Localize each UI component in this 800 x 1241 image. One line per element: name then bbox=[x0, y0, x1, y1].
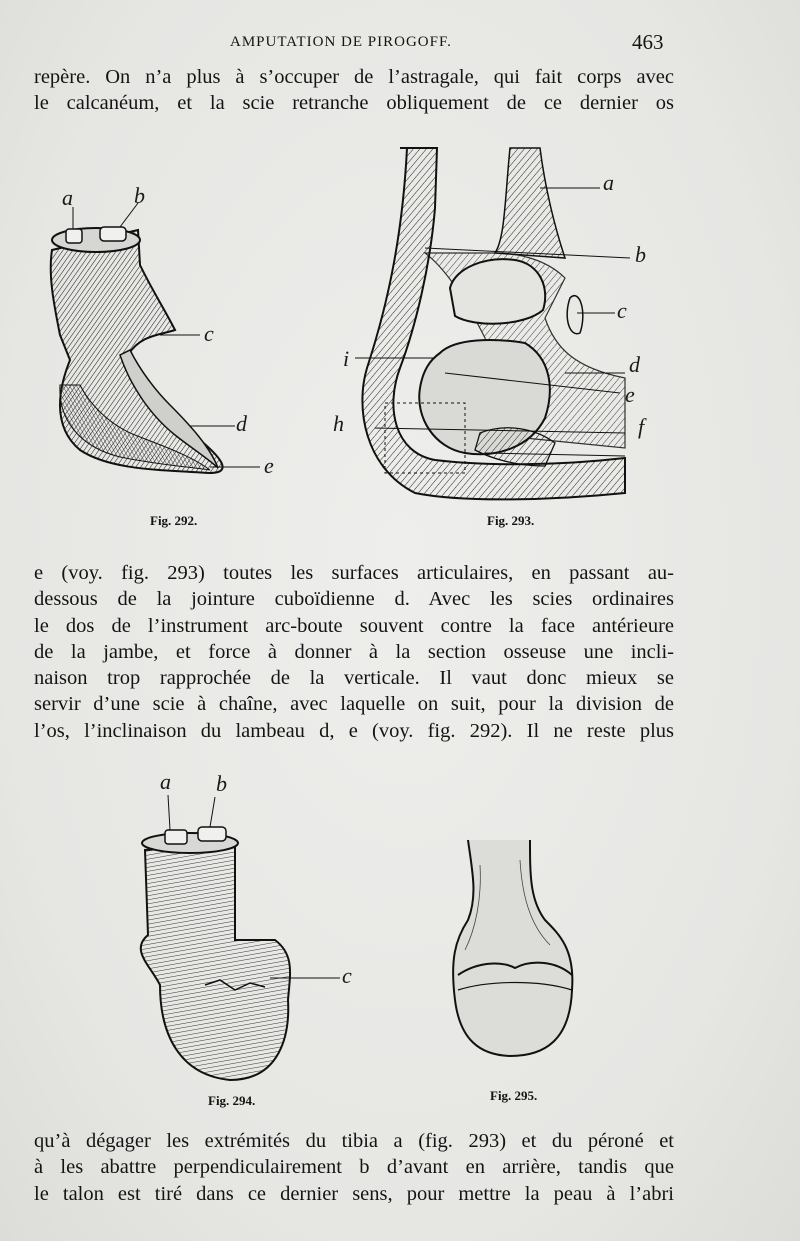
text-line: le talon est tiré dans ce dernier sens, pour mettre la peau à l’abri bbox=[34, 1182, 674, 1205]
fig292-label-a: a bbox=[62, 185, 73, 210]
paragraph-top bbox=[34, 64, 674, 117]
fig293-label-h: h bbox=[333, 411, 344, 436]
fig292-label-b: b bbox=[134, 183, 145, 208]
text-line: dessous de la jointure cuboïdienne d. Avec les scies ordinaires bbox=[34, 588, 674, 611]
fig292-label-e: e bbox=[264, 453, 274, 478]
text-line: naison trop rapprochée de la verticale. Il vaut donc mieux se bbox=[34, 667, 674, 690]
fig293-label-d: d bbox=[629, 352, 640, 377]
text-line: l’os, l’inclinaison du lambeau d, e (voy. fig. 292). Il ne reste plus bbox=[34, 719, 674, 742]
fig293-label-b: b bbox=[635, 242, 646, 267]
fig294-label-b: b bbox=[216, 771, 227, 796]
page-number: 463 bbox=[632, 30, 664, 54]
figure-292-foot-flap-drawing bbox=[40, 185, 300, 485]
text-line: le calcanéum, et la scie retranche obliquement de ce dernier os bbox=[34, 92, 674, 115]
text-line: le dos de l’instrument arc-boute souvent contre la face antérieure bbox=[34, 614, 674, 637]
fig293-label-c: c bbox=[617, 298, 627, 323]
paragraph-bottom bbox=[34, 1128, 674, 1207]
figure-294-caption: Fig. 294. bbox=[208, 1093, 256, 1108]
text-line: qu’à dégager les extrémités du tibia a (fig. 293) et du péroné et bbox=[34, 1130, 674, 1152]
fig292-label-c: c bbox=[204, 321, 214, 346]
text-line: e (voy. fig. 293) toutes les surfaces articulaires, en passant au- bbox=[34, 562, 674, 584]
figure-295-caption: Fig. 295. bbox=[490, 1088, 538, 1103]
fig293-label-f: f bbox=[638, 414, 645, 439]
text-line: de la jambe, et force à donner à la section osseuse une incli- bbox=[34, 640, 674, 663]
fig293-label-i: i bbox=[343, 346, 350, 371]
figure-292-caption: Fig. 292. bbox=[150, 513, 198, 528]
figure-295-healed-stump-drawing bbox=[450, 840, 580, 1060]
fig292-label-d: d bbox=[236, 411, 247, 436]
fig293-label-a: a bbox=[603, 170, 614, 195]
text-line: repère. On n’a plus à s’occuper de l’astragale, qui fait corps avec bbox=[34, 66, 674, 88]
figure-293-section-drawing bbox=[333, 148, 675, 508]
figure-293-caption: Fig. 293. bbox=[487, 513, 535, 528]
text-line: servir d’une scie à chaîne, avec laquelle on suit, pour la division de bbox=[34, 693, 674, 716]
running-title: AMPUTATION DE PIROGOFF. bbox=[230, 34, 452, 50]
fig293-label-e: e bbox=[625, 382, 635, 407]
fig294-label-a: a bbox=[160, 769, 171, 794]
fig294-label-c: c bbox=[342, 963, 352, 988]
text-line: à les abattre perpendiculairement b d’avant en arrière, tandis que bbox=[34, 1156, 674, 1179]
figure-294-stump-drawing bbox=[140, 769, 380, 1085]
paragraph-middle bbox=[34, 560, 674, 744]
